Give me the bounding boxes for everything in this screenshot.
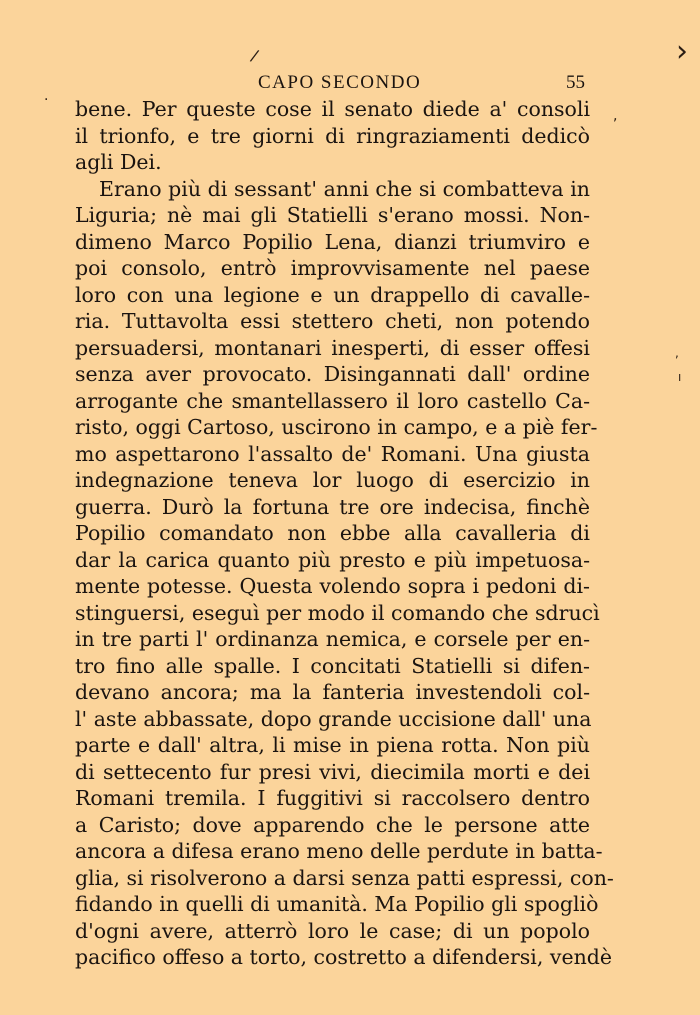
- text-line: ria. Tuttavolta essi stettero cheti, non potendo: [75, 309, 590, 333]
- text-line: tro fino alle spalle. I concitati Statielli si difen-: [75, 653, 590, 678]
- text-line: poi consolo, entrò improvvisamente nel paese: [75, 256, 590, 280]
- ink-dot: ,: [613, 108, 618, 124]
- text-line: persuadersi, montanari inesperti, di esser offesi: [75, 335, 590, 360]
- ink-mark: /: [248, 45, 261, 66]
- text-line: l' aste abbassate, dopo grande uccisione dall' una: [75, 706, 592, 731]
- text-line: devano ancora; ma la fanteria investendoli col-: [75, 680, 590, 704]
- text-line: loro con una legione e un drappello di cavalle-: [75, 282, 590, 307]
- text-line: arrogante che smantellassero il loro castello Ca-: [75, 388, 590, 413]
- text-line: Liguria; nè mai gli Statielli s'erano mossi. Non-: [75, 203, 590, 227]
- text-line: ancora a difesa erano meno delle perdute in batta-: [75, 839, 603, 863]
- text-line: fidando in quelli di umanità. Ma Popilio gli spogliò: [75, 892, 599, 916]
- text-line: indegnazione teneva lor luogo di esercizio in: [75, 468, 590, 492]
- text-line: agli Dei.: [75, 150, 162, 174]
- body-text: [75, 96, 614, 971]
- text-line: in tre parti l' ordinanza nemica, e corsele per en-: [75, 627, 590, 651]
- text-line: parte e dall' altra, li mise in piena rotta. Non più: [75, 733, 590, 757]
- text-line: d'ogni avere, atterrò loro le case; di un popolo: [75, 918, 590, 943]
- text-line: senza aver provocato. Disingannati dall' ordine: [75, 362, 590, 386]
- ink-dot: ·: [44, 92, 49, 108]
- text-line: guerra. Durò la fortuna tre ore indecisa, finchè: [75, 494, 590, 519]
- text-line: di settecento fur presi vivi, diecimila morti e dei: [75, 759, 590, 784]
- text-line: mente potesse. Questa volendo sopra i pedoni di-: [75, 574, 590, 598]
- chapter-title: CAPO SECONDO: [258, 72, 422, 93]
- text-line: pacifico offeso a torto, costretto a difendersi, vendè: [75, 945, 613, 969]
- ink-dot: ,: [675, 346, 679, 360]
- text-line: stinguersi, eseguì per modo il comando che sdrucì: [75, 600, 600, 625]
- text-line: il trionfo, e tre giorni di ringraziamenti dedicò: [75, 123, 590, 148]
- text-line: glia, si risolverono a darsi senza patti espressi, con-: [75, 865, 614, 890]
- paragraph-start-line: Erano più di sessant' anni che si combatteva in: [99, 176, 590, 201]
- text-line: bene. Per queste cose il senato diede a' consoli: [75, 97, 590, 121]
- page-edge-mark: ›: [676, 34, 688, 69]
- text-line: risto, oggi Cartoso, uscirono in campo, e a piè fer-: [75, 415, 598, 439]
- text-line: mo aspettarono l'assalto de' Romani. Una giusta: [75, 441, 590, 466]
- text-line: dar la carica quanto più presto e più impetuosa-: [75, 547, 590, 572]
- text-line: Romani tremila. I fuggitivi si raccolsero dentro: [75, 786, 590, 810]
- running-head: [0, 70, 700, 98]
- ink-dot: ı: [678, 370, 682, 384]
- text-line: Popilio comandato non ebbe alla cavalleria di: [75, 521, 590, 545]
- page-number: 55: [566, 72, 585, 93]
- text-line: dimeno Marco Popilio Lena, dianzi triumviro e: [75, 229, 590, 254]
- text-line: a Caristo; dove apparendo che le persone atte: [75, 812, 590, 837]
